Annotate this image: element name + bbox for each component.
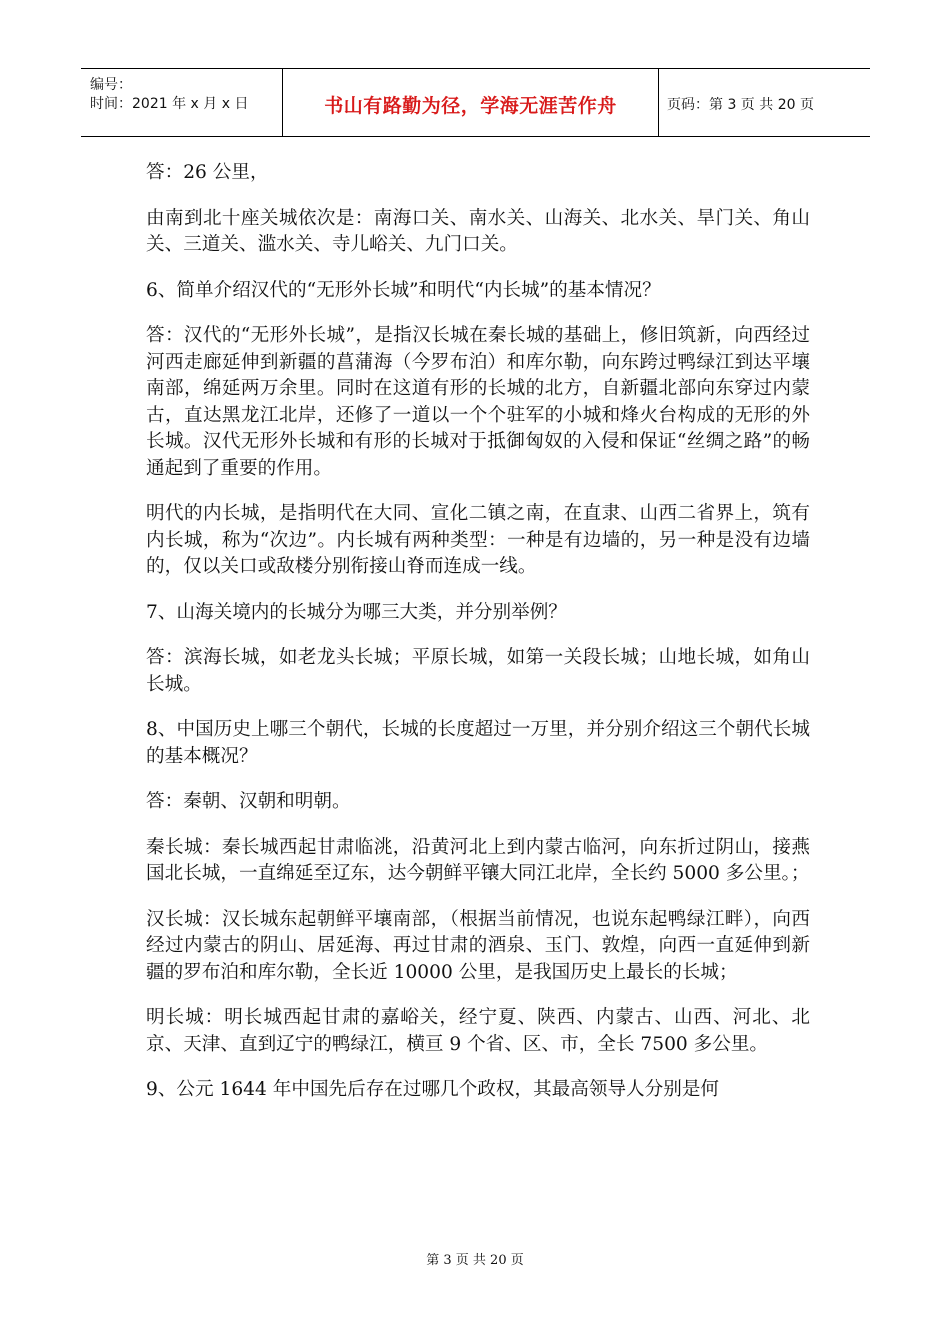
- question-8: 8、中国历史上哪三个朝代，长城的长度超过一万里，并分别介绍这三个朝代长城的基本概况？: [146, 719, 810, 767]
- answer-6-ming: 明代的内长城，是指明代在大同、宣化二镇之南，在直隶、山西二省界上，筑有内长城，称为“次边”。内长城有两种类型：一种是有边墙的，另一种是没有边墙的，仅以关口或敌楼分别衔接山脊而连成一线。: [146, 503, 810, 577]
- paragraph-ten-passes: 由南到北十座关城依次是：南海口关、南水关、山海关、北水关、旱门关、角山关、三道关、滥水关、寺儿峪关、九门口关。: [146, 207, 810, 255]
- header-page-cell: [659, 69, 870, 136]
- question-6: 6、简单介绍汉代的“无形外长城”和明代“内长城”的基本情况？: [146, 279, 661, 301]
- answer-8: 答：秦朝、汉朝和明朝。: [146, 791, 351, 812]
- header-motto: 书山有路勤为径，学海无涯苦作舟: [324, 95, 617, 117]
- document-body: [146, 160, 810, 1123]
- answer-6-han: 答：汉代的“无形外长城”，是指汉长城在秦长城的基础上，修旧筑新，向西经过河西走廊延伸到新疆的菖蒲海（今罗布泊）和库尔勒，向东跨过鸭绿江到达平壤南部，绵延两万余里。同时在这道有形的长城的北方，自新疆北部向东穿过内蒙古，直达黑龙江北岸，还修了一道以一个个驻军的小城和烽火台构成的无形的外长城。汉代无形外长城和有形的长城对于抵御匈奴的入侵和保证“丝绸之路”的畅通起到了重要的作用。: [146, 325, 810, 479]
- question-7: 7、山海关境内的长城分为哪三大类，并分别举例？: [146, 601, 567, 623]
- number-label: 编号：: [90, 77, 132, 93]
- header-page-label: 页码：第 3 页 共 20 页: [667, 97, 814, 113]
- question-9: 9、公元 1644 年中国先后存在过哪几个政权，其最高领导人分别是何: [146, 1079, 720, 1100]
- header-motto-cell: [283, 69, 659, 136]
- answer-7: 答：滨海长城，如老龙头长城；平原长城，如第一关段长城；山地长城，如角山长城。: [146, 647, 810, 695]
- paragraph-han-wall: 汉长城：汉长城东起朝鲜平壤南部，（根据当前情况，也说东起鸭绿江畔），向西经过内蒙古的阴山、居延海、再过甘肃的酒泉、玉门、敦煌，向西一直延伸到新疆的罗布泊和库尔勒，全长近 10000 公里，是我国历史上最长的长城；: [146, 908, 810, 983]
- page-footer: 第 3 页 共 20 页: [426, 1253, 524, 1268]
- header-meta-cell: [81, 69, 283, 136]
- paragraph-qin-wall: 秦长城：秦长城西起甘肃临洮，沿黄河北上到内蒙古临河，向东折过阴山，接燕国北长城，一直绵延至辽东，达今朝鲜平镶大同江北岸，全长约 5000 多公里。；: [146, 836, 810, 884]
- paragraph-ming-wall: 明长城：明长城西起甘肃的嘉峪关，经宁夏、陕西、内蒙古、山西、河北、北京、天津、直到辽宁的鸭绿江，横亘 9 个省、区、市，全长 7500 多公里。: [146, 1007, 810, 1055]
- time-label: 时间：2021 年 x 月 x 日: [90, 96, 249, 112]
- paragraph-answer-26km: 答：26 公里，: [146, 162, 269, 183]
- page-header: [81, 68, 870, 137]
